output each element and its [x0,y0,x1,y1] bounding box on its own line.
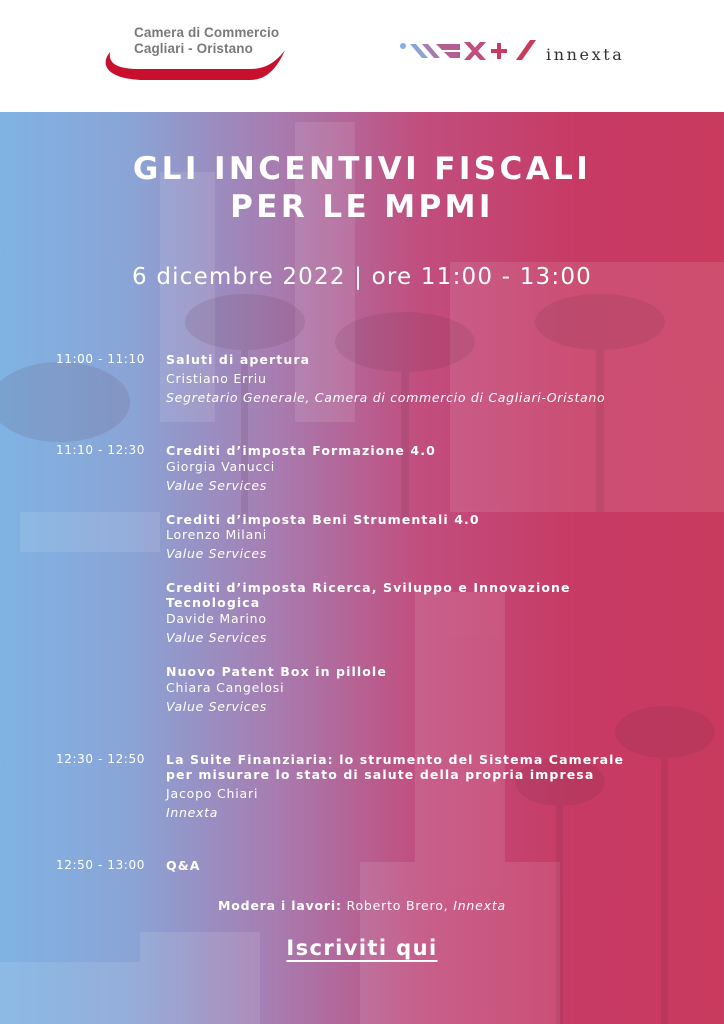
city-background-illustration [0,112,724,1024]
event-date: 6 dicembre 2022 | ore 11:00 - 13:00 [131,264,593,290]
poster-body [0,112,724,1024]
register-link[interactable]: Iscriviti qui [286,936,438,960]
session-time: 11:10 - 12:30 [56,443,145,457]
session-organization: Value Services [166,699,267,714]
innexta-mark-icon [398,38,543,78]
session-organization: Value Services [166,478,267,493]
session-organization: Innexta [166,805,219,820]
session-speaker: Jacopo Chiari [166,786,259,801]
session-title-line2: per misurare lo stato di salute della propria impresa [166,767,595,782]
session-organization: Value Services [166,630,267,645]
session-title: Crediti d’imposta Formazione 4.0 [166,443,436,458]
session-speaker: Lorenzo Milani [166,527,268,542]
moderator-line [0,898,724,913]
session-organization: Segretario Generale, Camera di commercio di Cagliari-Oristano [166,390,606,405]
session-title: Nuovo Patent Box in pillole [166,664,387,679]
session-speaker: Chiara Cangelosi [166,680,285,695]
header [0,0,724,112]
session-speaker: Giorgia Vanucci [166,459,276,474]
chamber-logo-line1: Camera di Commercio [134,25,280,40]
chamber-logo-line2: Cagliari - Oristano [134,41,253,56]
session-time: 11:00 - 11:10 [56,352,145,366]
session-speaker: Davide Marino [166,611,267,626]
chamber-of-commerce-logo [100,22,290,88]
session-title: Saluti di apertura [166,352,311,367]
session-title: Crediti d’imposta Beni Strumentali 4.0 [166,512,480,527]
session-title-line2: Tecnologica [166,595,261,610]
event-title-line1: GLI INCENTIVI FISCALI [132,151,592,187]
session-time: 12:50 - 13:00 [56,858,145,872]
innexta-wordmark: innexta [546,45,625,64]
session-title-line1: Crediti d’imposta Ricerca, Sviluppo e Innovazione [166,580,571,595]
session-organization: Value Services [166,546,267,561]
session-time: 12:30 - 12:50 [56,752,145,766]
moderator-label: Modera i lavori: [218,898,342,913]
session-title: Q&A [166,858,201,873]
moderator-organization: Innexta [453,898,506,913]
event-title-line2: PER LE MPMI [230,189,494,225]
register-section [0,936,724,960]
session-title-line1: La Suite Finanziaria: lo strumento del Sistema Camerale [166,752,625,767]
innexta-logo [398,38,658,78]
session-speaker: Cristiano Erriu [166,371,267,386]
moderator-name: Roberto Brero, [346,898,449,913]
